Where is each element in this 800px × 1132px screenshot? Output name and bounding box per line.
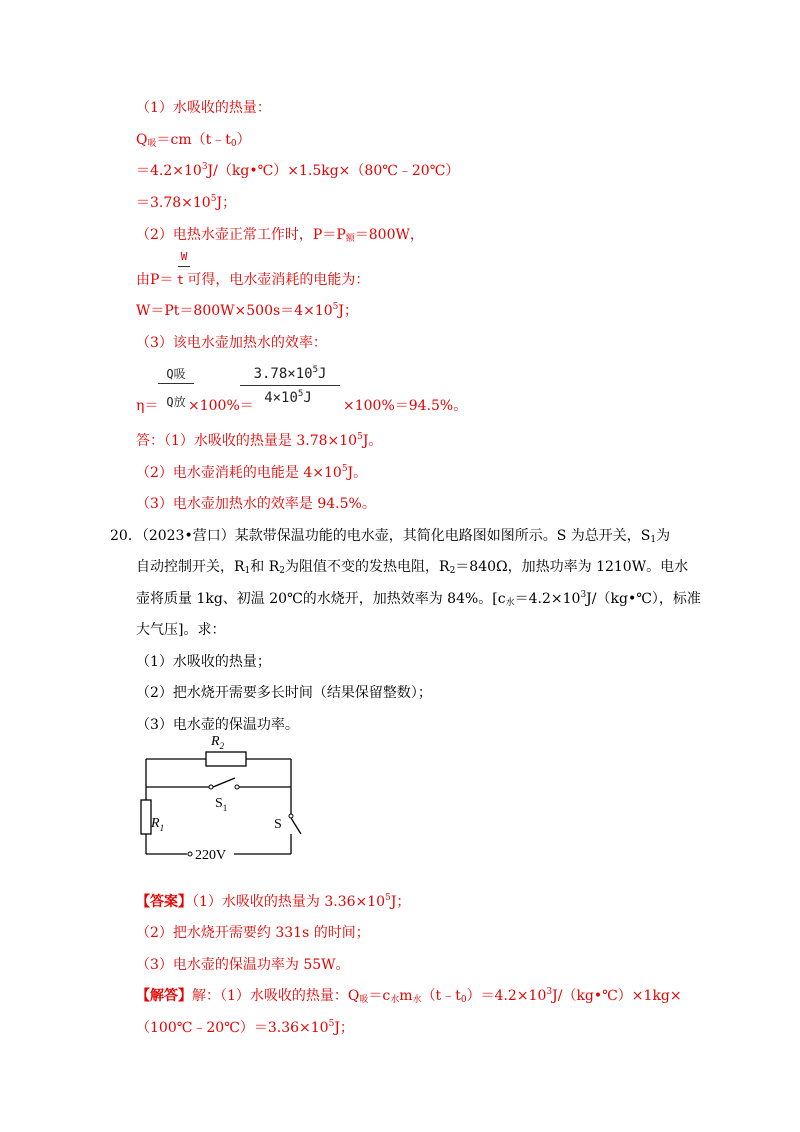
eta-bar-2	[240, 385, 340, 386]
eta-bar-1	[158, 383, 194, 384]
sol19-part2-title: （2）电热水壶正常工作时，$P=P_额=800W$，	[136, 227, 424, 244]
eta-prefix: η＝	[136, 398, 159, 414]
q20-sub-3: （3）电水壶的保温功率。	[136, 717, 299, 733]
q20-line-2: 自动控制开关，$R_1$和 $R_2$为阻值不变的发热电阻，$R_2=840\Omega$，加热功率为 1210W。电水	[136, 559, 689, 576]
switch-s1-terminal-right	[235, 785, 239, 789]
q20-line-1: 20．（2023•营口）某款带保温功能的电水壶，其简化电路图如图所示。S 为总开关，$S_1$为	[110, 528, 671, 545]
terminal-left	[188, 852, 192, 856]
switch-s-blade	[291, 818, 301, 834]
label-r1: $R_1$	[151, 816, 165, 833]
label-r2: $R_2$	[211, 734, 225, 751]
answer-line-1: 【答案】（1）水吸收的热量为 $3.36\times 10^5J$；	[136, 893, 411, 910]
eta-numerator-2: $3.78\times 10^5J$	[253, 365, 327, 382]
eta-denominator: Q放	[166, 395, 186, 409]
eta-numerator: Q吸	[166, 367, 186, 381]
answer-line-3: （3）电水壶的保温功率为 55W。	[136, 957, 350, 973]
sol19-heat-result: $=3.78\times 10^5J$；	[136, 194, 237, 211]
answer-line-2: （2）把水烧开需要约 331s 的时间；	[136, 925, 370, 941]
sol19-energy-calc: $W=Pt=800W\times 500s=4\times 10^5J$；	[136, 302, 358, 319]
switch-s1-blade	[213, 778, 235, 787]
switch-s-terminal	[289, 814, 293, 818]
eta-denominator-2: $4\times 10^5J$	[264, 389, 312, 406]
circuit-diagram	[135, 730, 305, 860]
analysis-line-2: $(100℃﹣20℃)=3.36\times 10^5J$；	[136, 1019, 354, 1036]
sol19-answer-2: （2）电水壶消耗的电能是 $4\times 10^5J$。	[136, 464, 368, 481]
q20-line-3: 壶将质量 1kg、初温 20℃的水烧开，加热效率为 84%。[$c_水=4.2\times 10^3J/(kg•℃)$，标准	[136, 590, 701, 608]
label-s: S	[274, 817, 282, 832]
analysis-line-1: 【解答】解：（1）水吸收的热量：$Q_吸=c_水m_水(t﹣t_0)=4.2\times 10^3J/(kg•℃)\times 1kg\times$	[136, 987, 682, 1005]
sol19-power-formula: 由P＝ t 可得，电水壶消耗的电能为：	[136, 272, 370, 288]
frac-w: W	[180, 250, 188, 263]
q20-line-4: 大气压]。求：	[136, 622, 226, 638]
resistor-r1	[141, 800, 151, 834]
sol19-part1-title: （1）水吸收的热量：	[136, 100, 271, 116]
sol19-heat-formula: $Q_吸=cm(t﹣t_0)$	[136, 132, 251, 149]
sol19-answer-3: （3）电水壶加热水的效率是 94.5%。	[136, 496, 376, 512]
eta-result: ×100%＝94.5%。	[343, 398, 468, 414]
switch-s1-terminal-left	[209, 785, 213, 789]
frac-bar-wt	[178, 266, 190, 267]
sol19-answer-1: 答：（1）水吸收的热量是 $3.78\times 10^5J$。	[136, 432, 383, 449]
eta-middle: ×100%＝	[188, 398, 254, 414]
sol19-heat-calc: $=4.2\times 10^3J/(kg•℃)\times 1.5kg\times(80℃﹣20℃)$	[136, 162, 460, 179]
q20-sub-1: （1）水吸收的热量；	[136, 654, 271, 670]
label-s1: $S_1$	[215, 796, 228, 813]
label-voltage: 220V	[195, 848, 227, 860]
q20-sub-2: （2）把水烧开需要多长时间（结果保留整数）；	[136, 685, 432, 701]
sol19-part3-title: （3）该电水壶加热水的效率：	[136, 335, 327, 351]
resistor-r2	[206, 752, 246, 766]
